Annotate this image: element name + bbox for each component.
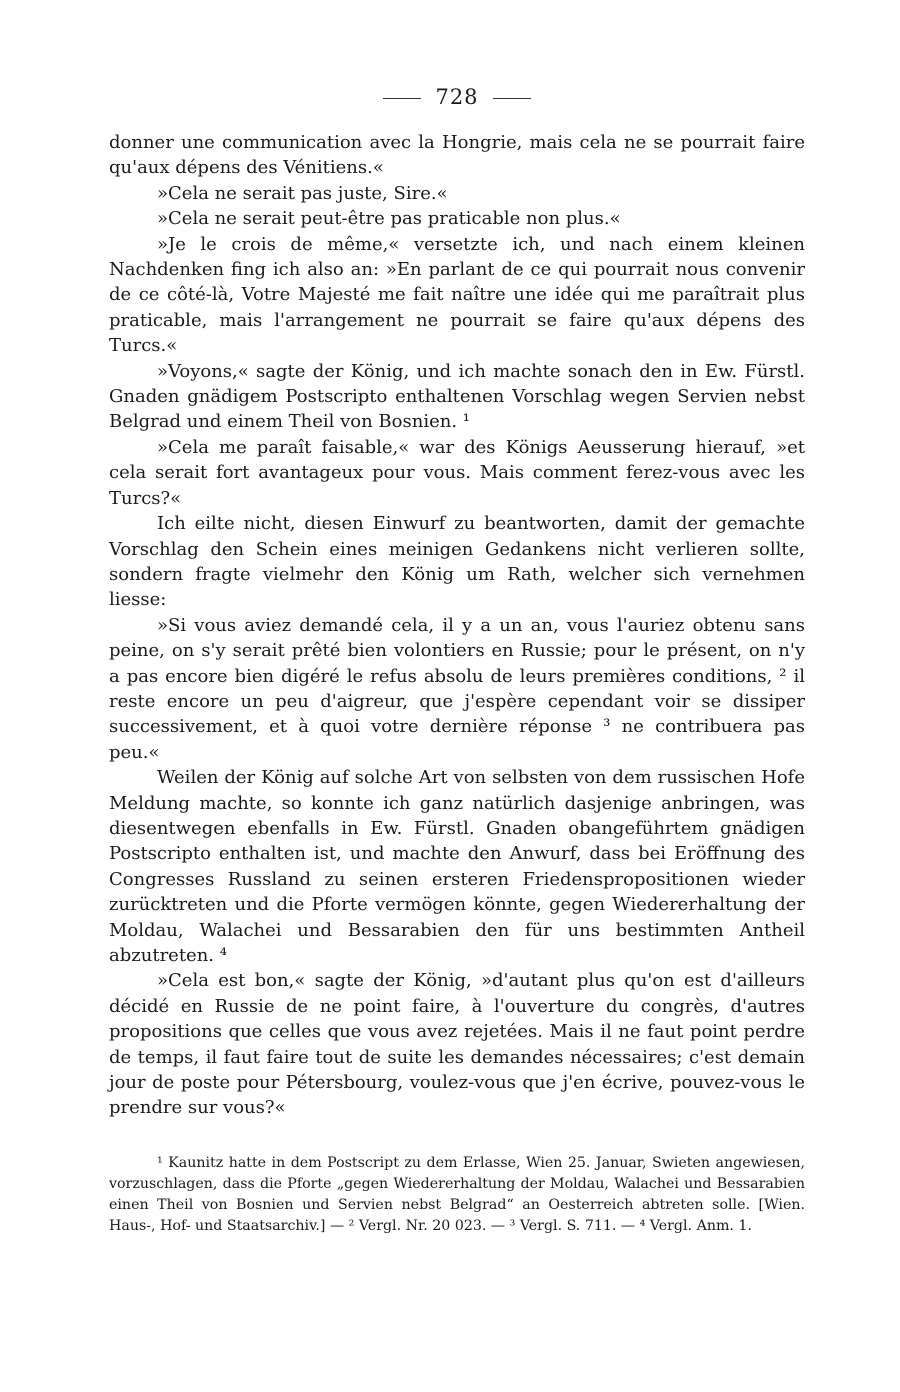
paragraph: »Cela ne serait peut-être pas praticable non plus.« [157, 208, 621, 230]
page-number: 728 [435, 85, 479, 109]
paragraph: »Cela me paraît faisable,« war des Königs Aeusserung hierauf, »et cela serait fort avantageux pour vous. Mais comment ferez-vous avec les Turcs?« [109, 436, 805, 509]
paragraph: donner une communication avec la Hongrie, mais cela ne se pourrait faire qu'aux dépens des Vénitiens.« [109, 132, 805, 179]
paragraph: »Cela ne serait pas juste, Sire.« [157, 182, 448, 204]
header-rule-left [383, 98, 421, 99]
header-rule-right [493, 98, 531, 99]
paragraph: »Cela est bon,« sagte der König, »d'autant plus qu'on est d'ailleurs décidé en Russie de ne point faire, à l'ouverture du congrès, d'autres propositions que celles que vous avez rejetées. Mais il ne faut point perdre de temps, il faut faire tout de suite les demandes nécessaires; c'est demain jour de poste pour Pétersbourg, voulez-vous que j'en écrive, pouvez-vous le prendre sur vous?« [109, 970, 805, 1119]
paragraph: »Je le crois de même,« versetzte ich, und nach einem kleinen Nachdenken fing ich also an: »En parlant de ce qui pourrait nous convenir de ce côté-là, Votre Majesté me fait naître une idée qui me paraîtrait plus praticable, mais l'arrangement ne pourrait se faire qu'aux dépens des Turcs.« [109, 233, 805, 357]
paragraph: Weilen der König auf solche Art von selbsten von dem russischen Hofe Meldung machte, so konnte ich ganz natürlich dasjenige anbringen, was diesentwegen ebenfalls in Ew. Fürstl. Gnaden obangeführtem gnädigen Postscripto enthalten ist, und machte den Anwurf, dass bei Eröffnung des Congresses Russland zu seinen ersteren Friedenspropositionen wieder zurücktreten und die Pforte vermögen könnte, gegen Wiedererhaltung der Moldau, Walachei und Bessarabien den für uns bestimmten Antheil abzutreten. ⁴ [109, 767, 805, 966]
footnote-text: ¹ Kaunitz hatte in dem Postscript zu dem Erlasse, Wien 25. Januar, Swieten angewiesen, vorzuschlagen, dass die Pforte „gegen Wiedererhaltung der Moldau, Walachei und Bessarabien einen Theil von Bosnien und Servien nebst Belgrad“ an Oesterreich abtreten solle. [Wien. Haus-, Hof- und Staatsarchiv.] — ² Vergl. Nr. 20 023. — ³ Vergl. S. 711. — ⁴ Vergl. Anm. 1. [109, 1154, 805, 1234]
paragraph: Ich eilte nicht, diesen Einwurf zu beantworten, damit der gemachte Vorschlag den Schein eines meinigen Gedankens nicht verlieren sollte, sondern fragte vielmehr den König um Rath, welcher sich vernehmen liesse: [109, 513, 805, 611]
paragraph: »Si vous aviez demandé cela, il y a un an, vous l'auriez obtenu sans peine, on s'y serait prêté bien volontiers en Russie; pour le présent, on n'y a pas encore bien digéré le refus absolu de leurs premières conditions, ² il reste encore un peu d'aigreur, que j'espère cependant voir se dissiper successivement, et à quoi votre dernière réponse ³ ne contribuera pas peu.« [109, 614, 805, 763]
paragraph: »Voyons,« sagte der König, und ich machte sonach den in Ew. Fürstl. Gnaden gnädigem Postscripto enthaltenen Vorschlag wegen Servien nebst Belgrad und einem Theil von Bosnien. ¹ [109, 360, 805, 433]
document-page [109, 82, 805, 1237]
body-text [109, 130, 805, 1121]
footnotes [109, 1153, 805, 1237]
page-header [109, 82, 805, 112]
